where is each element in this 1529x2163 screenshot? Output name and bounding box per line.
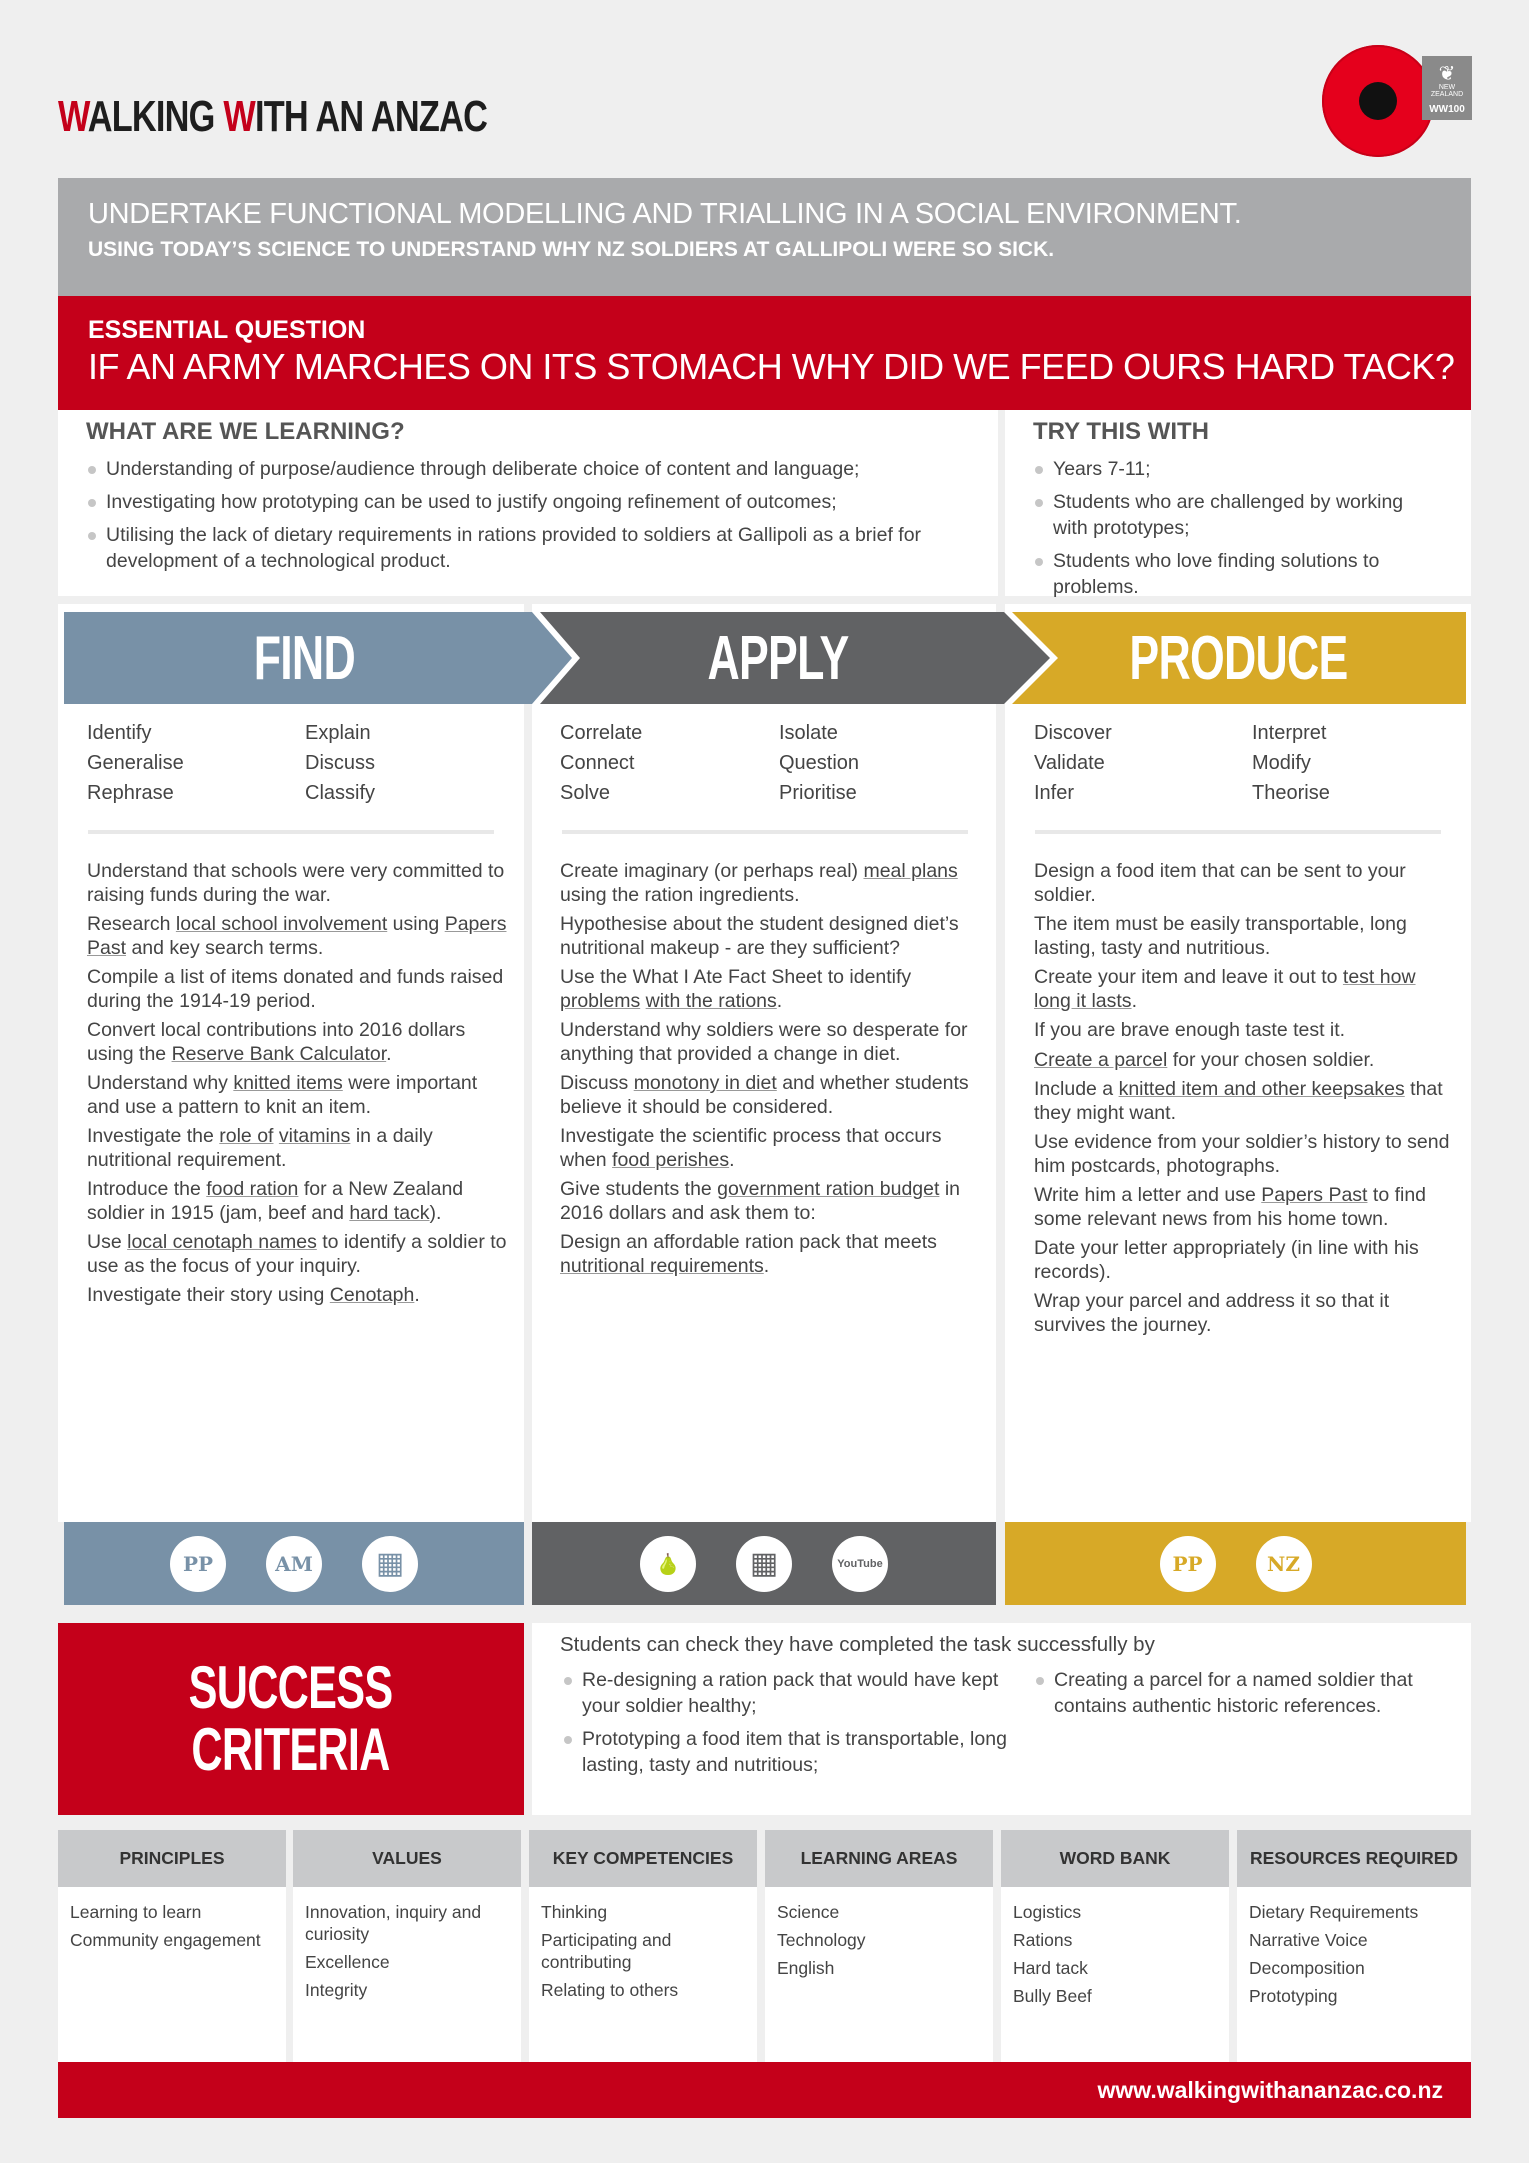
essential-question-banner	[58, 296, 1471, 410]
learning-heading: WHAT ARE WE LEARNING?	[86, 418, 405, 445]
table-item: Participating and contributing	[541, 1930, 672, 1972]
produce-resources-bar	[1005, 1522, 1466, 1605]
instruction-paragraph	[560, 1178, 988, 1225]
instruction-text: .	[1131, 989, 1137, 1012]
table-header: KEY COMPETENCIES	[529, 1830, 757, 1887]
instruction-text: Investigate the	[87, 1125, 220, 1147]
verb-item: Discuss	[305, 752, 376, 774]
instruction-text: Investigate the scientific process that occurs when	[560, 1125, 942, 1171]
table-cell	[765, 1887, 993, 2067]
instruction-text: Introduce the	[87, 1178, 207, 1200]
table-column	[293, 1830, 521, 2067]
instruction-paragraph	[1034, 860, 1454, 907]
resource-link[interactable]: government ration budget	[717, 1178, 940, 1200]
table-column	[529, 1830, 757, 2067]
instruction-text: .	[729, 1148, 735, 1171]
verb-item: Connect	[560, 752, 635, 774]
resource-link[interactable]: food perishes	[612, 1148, 730, 1171]
instruction-paragraph	[87, 913, 507, 960]
instruction-text: Convert local contributions into 2016 dollars using the	[87, 1019, 466, 1065]
instruction-paragraph	[1034, 1290, 1454, 1337]
success-title-line1: SUCCESS	[189, 1654, 393, 1721]
instruction-text: were important and use a pattern to knit an item.	[87, 1072, 478, 1118]
resource-link[interactable]: local school involvement	[175, 913, 388, 935]
footer-bar	[58, 2062, 1471, 2118]
instruction-paragraph	[87, 1125, 507, 1172]
resource-link[interactable]: vitamins	[278, 1125, 351, 1147]
resource-link[interactable]: knitted item and other keepsakes	[1118, 1078, 1405, 1100]
table-item: Science	[777, 1902, 840, 1922]
poppy-icon	[1322, 45, 1434, 157]
instruction-paragraph	[87, 1231, 507, 1278]
instruction-text: .	[763, 1254, 770, 1277]
success-list-right	[1034, 1667, 1454, 1785]
instruction-text: If you are brave enough taste test it.	[1034, 1019, 1346, 1041]
apply-instructions	[560, 860, 988, 1284]
instruction-text: Design a food item that can be sent to your soldier.	[1034, 860, 1406, 906]
table-item: Integrity	[305, 1980, 368, 2000]
apply-title: APPLY	[707, 623, 849, 693]
resource-link[interactable]: test how long it lasts	[1034, 966, 1416, 1012]
resource-link[interactable]: Cenotaph	[329, 1284, 415, 1306]
verb-item: Isolate	[779, 722, 838, 744]
table-item: Learning to learn	[70, 1902, 202, 1922]
instruction-paragraph	[1034, 1049, 1454, 1073]
find-title: FIND	[253, 623, 355, 693]
table-item: Dietary Requirements	[1249, 1902, 1419, 1922]
resource-link[interactable]: food ration	[206, 1178, 299, 1200]
table-column	[58, 1830, 286, 2067]
essential-question-text: IF AN ARMY MARCHES ON ITS STOMACH WHY DID WE FEED OURS HARD TACK?	[88, 346, 1455, 387]
table-item: Community engagement	[70, 1930, 261, 1950]
resource-link[interactable]: role of	[219, 1125, 274, 1147]
resource-link[interactable]: knitted items	[233, 1072, 343, 1094]
table-cell	[529, 1887, 757, 2067]
learning-item: Utilising the lack of dietary requirements in rations provided to soldiers at Gallipoli as a brief for development of a technological product.	[86, 522, 970, 574]
success-item: Re-designing a ration pack that would have kept your soldier healthy;	[562, 1667, 1022, 1719]
instruction-text: Hypothesise about the student designed diet’s nutritional makeup - are they sufficient?	[560, 913, 959, 959]
instruction-paragraph	[1034, 913, 1454, 960]
verb-item: Generalise	[87, 752, 184, 774]
produce-title: PRODUCE	[1129, 623, 1349, 693]
instruction-paragraph	[560, 1072, 988, 1119]
success-item: Prototyping a food item that is transportable, long lasting, tasty and nutritious;	[562, 1726, 1022, 1778]
instruction-paragraph	[1034, 966, 1454, 1013]
resource-link[interactable]: Reserve Bank Calculator	[171, 1042, 387, 1065]
table-cell	[58, 1887, 286, 2067]
verb-item: Explain	[305, 722, 371, 744]
website-link[interactable]: www.walkingwithananzac.co.nz	[1097, 2077, 1443, 2103]
try-list	[1033, 456, 1443, 600]
find-divider	[88, 830, 494, 834]
calculator-icon[interactable]: ▦	[362, 1536, 418, 1592]
instruction-text: Write him a letter and use	[1034, 1184, 1262, 1206]
instruction-text: to find some relevant news from his home town.	[1034, 1184, 1427, 1230]
table-item: Prototyping	[1249, 1986, 1338, 2006]
logo-words-rest: ITH AN ANZAC	[254, 92, 488, 141]
find-resources-bar	[64, 1522, 524, 1605]
verb-item: Prioritise	[779, 782, 857, 804]
instruction-text: Wrap your parcel and address it so that it survives the journey.	[1034, 1290, 1390, 1336]
apply-resources-bar	[532, 1522, 996, 1605]
topic-subtitle: USING TODAY’S SCIENCE TO UNDERSTAND WHY NZ SOLDIERS AT GALLIPOLI WERE SO SICK.	[88, 238, 1055, 261]
instruction-text: Understand why soldiers were so desperate for anything that provided a change in diet.	[560, 1019, 968, 1065]
instruction-paragraph	[560, 966, 988, 1013]
papers-past-icon[interactable]: PP	[1160, 1536, 1216, 1592]
papers-past-icon[interactable]: PP	[170, 1536, 226, 1592]
instruction-text: .	[414, 1284, 420, 1306]
instruction-paragraph	[560, 860, 988, 907]
logo-letter-w1: W	[58, 92, 88, 141]
verb-item: Question	[779, 752, 860, 774]
table-header: WORD BANK	[1001, 1830, 1229, 1887]
instruction-text: and key search terms.	[126, 936, 324, 959]
ww100-badge	[1422, 56, 1472, 120]
table-item: Hard tack	[1013, 1958, 1088, 1978]
instruction-text: in 2016 dollars and ask them to:	[560, 1178, 961, 1224]
success-item: Creating a parcel for a named soldier that contains authentic historic references.	[1034, 1667, 1454, 1719]
resource-link[interactable]: Papers Past	[87, 913, 507, 959]
success-list-left	[562, 1667, 1022, 1785]
topic-title: UNDERTAKE FUNCTIONAL MODELLING AND TRIALLING IN A SOCIAL ENVIRONMENT.	[88, 198, 1242, 230]
badge-country: NEW ZEALAND	[1430, 84, 1464, 98]
resource-link[interactable]: meal plans	[863, 860, 958, 882]
instruction-paragraph	[87, 1019, 507, 1066]
instruction-paragraph	[87, 966, 507, 1013]
apply-verbs-left	[560, 718, 642, 808]
instruction-text: Use the What I Ate Fact Sheet to identify	[560, 966, 912, 988]
table-cell	[1001, 1887, 1229, 2067]
instruction-text: Understand why	[87, 1072, 234, 1094]
instruction-text: Discuss	[560, 1072, 634, 1094]
instruction-text: The item must be easily transportable, long lasting, tasty and nutritious.	[1034, 913, 1407, 959]
verb-item: Solve	[560, 782, 611, 804]
instruction-text: Understand that schools were very committed to raising funds during the war.	[87, 860, 505, 906]
instruction-text: for your chosen soldier.	[1167, 1048, 1375, 1071]
resource-link[interactable]: nutritional requirements	[560, 1254, 764, 1277]
table-item: Thinking	[541, 1902, 608, 1922]
instruction-text: and whether students believe it should be considered.	[560, 1072, 969, 1118]
instruction-text: ).	[429, 1201, 442, 1224]
produce-verbs-right	[1252, 718, 1330, 808]
try-item: Students who love finding solutions to problems.	[1033, 548, 1443, 600]
find-instructions	[87, 860, 507, 1314]
verb-item: Interpret	[1252, 722, 1327, 744]
table-column	[1237, 1830, 1471, 2067]
instruction-text: Use	[87, 1231, 128, 1253]
try-item: Students who are challenged by working with prototypes;	[1033, 489, 1443, 541]
resource-link[interactable]: local cenotaph names	[127, 1231, 317, 1253]
instruction-text: Design an affordable ration pack that meets	[560, 1231, 937, 1253]
success-title-line2: CRITERIA	[191, 1716, 391, 1783]
produce-verbs-left	[1034, 718, 1112, 808]
table-item: Bully Beef	[1013, 1986, 1092, 2006]
learning-list	[86, 456, 970, 574]
pear-icon[interactable]: 🍐	[640, 1536, 696, 1592]
resource-link[interactable]: Papers Past	[1261, 1184, 1368, 1206]
learning-item: Understanding of purpose/audience through deliberate choice of content and language;	[86, 456, 970, 482]
instruction-text: using the ration ingredients.	[560, 883, 800, 906]
table-item: Relating to others	[541, 1980, 679, 2000]
instruction-paragraph	[1034, 1019, 1454, 1043]
table-header: PRINCIPLES	[58, 1830, 286, 1887]
instruction-text: for a New Zealand soldier in 1915 (jam, beef and	[87, 1178, 464, 1224]
logo-letter-w2: W	[223, 92, 255, 141]
verb-item: Validate	[1034, 752, 1105, 774]
try-heading: TRY THIS WITH	[1033, 418, 1209, 445]
instruction-text: Create your item and leave it out to	[1034, 966, 1343, 988]
resource-link[interactable]: monotony in diet	[633, 1072, 777, 1094]
learning-panel	[58, 410, 998, 596]
verb-item: Discover	[1034, 722, 1112, 744]
instruction-text: Date your letter appropriately (in line with his records).	[1034, 1237, 1419, 1283]
site-logo	[58, 92, 487, 142]
instruction-paragraph	[87, 860, 507, 907]
table-item: Rations	[1013, 1930, 1073, 1950]
instruction-text: that they might want.	[1034, 1078, 1443, 1124]
table-header: LEARNING AREAS	[765, 1830, 993, 1887]
fern-icon: ❦	[1438, 63, 1456, 85]
instruction-paragraph	[1034, 1131, 1454, 1178]
table-item: Excellence	[305, 1952, 390, 1972]
table-item: English	[777, 1958, 835, 1978]
table-cell	[1237, 1887, 1471, 2067]
instruction-paragraph	[1034, 1078, 1454, 1125]
calculator-icon[interactable]: ▦	[736, 1536, 792, 1592]
learning-item: Investigating how prototyping can be used to justify ongoing refinement of outcomes;	[86, 489, 970, 515]
badge-tag: WW100	[1429, 104, 1465, 115]
logo-word-walking: ALKING	[87, 92, 224, 141]
table-item: Logistics	[1013, 1902, 1082, 1922]
success-criteria-box	[58, 1623, 524, 1815]
instruction-text: Investigate their story using	[87, 1284, 330, 1306]
verb-item: Correlate	[560, 722, 643, 744]
success-criteria-panel	[532, 1623, 1471, 1815]
instruction-text: Create imaginary (or perhaps real)	[560, 860, 864, 882]
table-item: Technology	[777, 1930, 866, 1950]
try-item: Years 7-11;	[1033, 456, 1443, 482]
find-verbs-right	[305, 718, 375, 808]
table-item: Narrative Voice	[1249, 1930, 1368, 1950]
instruction-text: .	[776, 989, 783, 1012]
instruction-text: Research	[87, 913, 176, 935]
table-item: Innovation, inquiry and curiosity	[305, 1902, 482, 1944]
instruction-paragraph	[560, 1125, 988, 1172]
instruction-paragraph	[560, 1231, 988, 1278]
apply-verbs-right	[779, 718, 859, 808]
instruction-text: Compile a list of items donated and funds raised during the 1914-19 period.	[87, 966, 504, 1012]
try-panel	[1005, 410, 1471, 596]
table-item: Decomposition	[1249, 1958, 1365, 1978]
find-verbs-left	[87, 718, 184, 808]
instruction-paragraph	[1034, 1184, 1454, 1231]
instruction-text: Include a	[1034, 1078, 1119, 1100]
produce-divider	[1035, 830, 1441, 834]
verb-item: Infer	[1034, 782, 1075, 804]
verb-item: Modify	[1252, 752, 1311, 774]
instruction-paragraph	[87, 1284, 507, 1308]
verb-item: Theorise	[1252, 782, 1330, 804]
verb-item: Classify	[305, 782, 376, 804]
instruction-text: in a daily nutritional requirement.	[87, 1125, 433, 1171]
instruction-paragraph	[560, 913, 988, 960]
table-column	[765, 1830, 993, 2067]
verb-item: Rephrase	[87, 782, 174, 804]
instruction-text: .	[386, 1042, 392, 1065]
success-intro: Students can check they have completed the task successfully by	[560, 1633, 1155, 1656]
instruction-text: using	[387, 913, 445, 935]
instruction-paragraph	[87, 1178, 507, 1225]
resource-link[interactable]: Create a parcel	[1034, 1048, 1168, 1071]
produce-instructions	[1034, 860, 1454, 1343]
resource-link[interactable]: problems	[560, 989, 641, 1012]
instruction-paragraph	[87, 1072, 507, 1119]
instruction-paragraph	[560, 1019, 988, 1066]
resource-link[interactable]: with the rations	[645, 989, 777, 1012]
table-header: RESOURCES REQUIRED	[1237, 1830, 1471, 1887]
nz-history-icon[interactable]: NZ	[1256, 1536, 1312, 1592]
instruction-paragraph	[1034, 1237, 1454, 1284]
resource-link[interactable]: hard tack	[349, 1201, 430, 1224]
auckland-museum-icon[interactable]: AM	[266, 1536, 322, 1592]
instruction-text: to identify a soldier to use as the focus of your inquiry.	[87, 1231, 507, 1277]
apply-divider	[562, 830, 968, 834]
table-column	[1001, 1830, 1229, 2067]
essential-question-label: ESSENTIAL QUESTION	[88, 316, 366, 344]
verb-item: Identify	[87, 722, 152, 744]
table-header: VALUES	[293, 1830, 521, 1887]
instruction-text: Give students the	[560, 1178, 718, 1200]
youtube-icon[interactable]: YouTube	[832, 1536, 888, 1592]
instruction-text: Use evidence from your soldier’s history to send him postcards, photographs.	[1034, 1131, 1450, 1177]
table-cell	[293, 1887, 521, 2067]
topic-banner	[58, 178, 1471, 296]
